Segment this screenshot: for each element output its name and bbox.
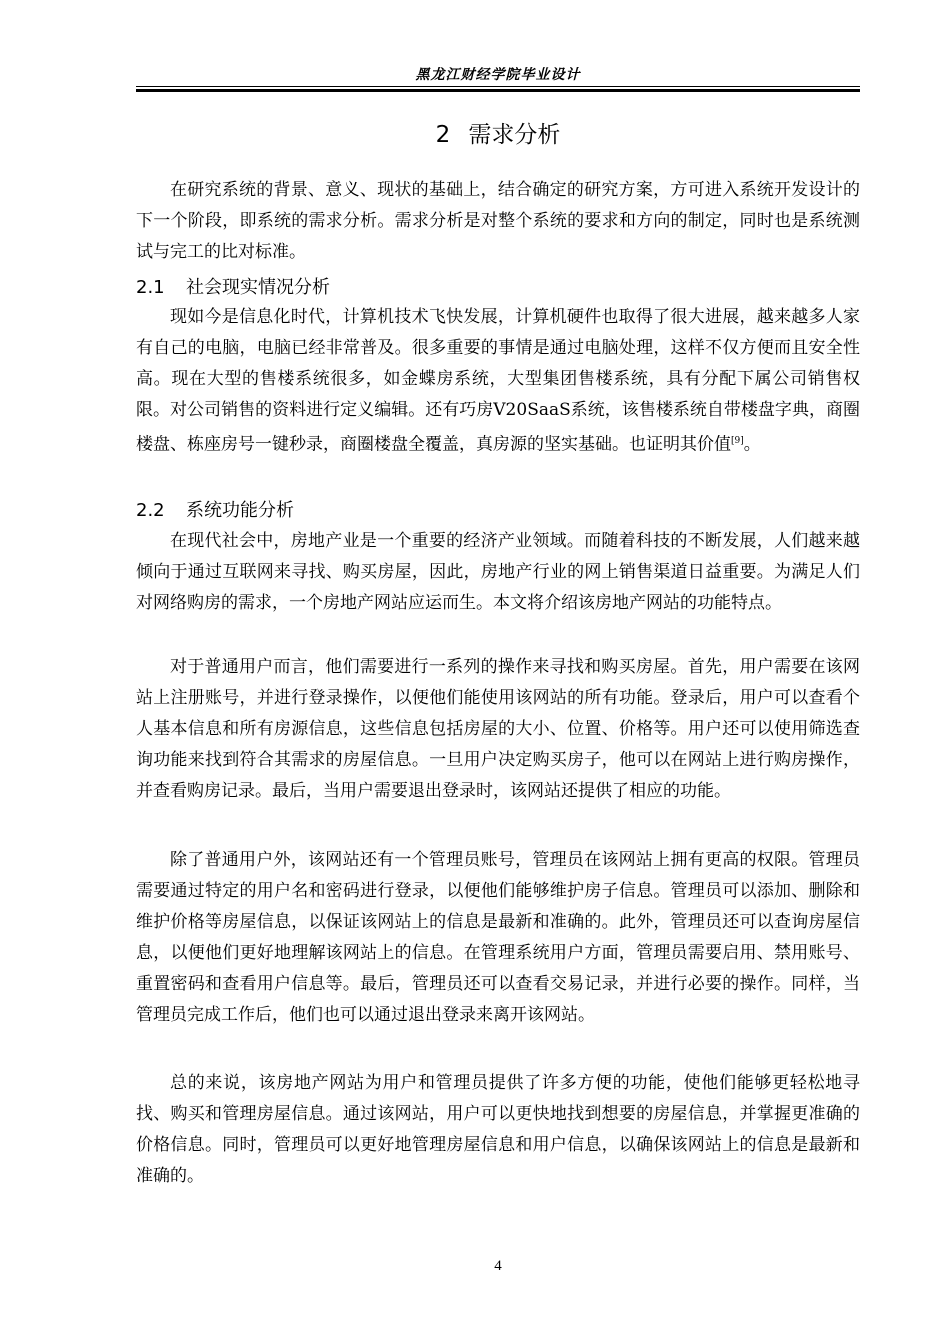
citation-marker: [9] — [731, 436, 744, 446]
section-2-2-paragraph-3: 除了普通用户外，该网站还有一个管理员账号，管理员在该网站上拥有更高的权限。管理员需要通过特定的用户名和密码进行登录，以便他们能够维护房子信息。管理员可以添加、删除和维护价格等房屋信息，以保证该网站上的信息是最新和准确的。此外，管理员还可以查询房屋信息，以便他们更好地理解该网站上的信息。在管理系统用户方面，管理员需要启用、禁用账号、重置密码和查看用户信息等。最后，管理员还可以查看交易记录，并进行必要的操作。同样，当管理员完成工作后，他们也可以通过退出登录来离开该网站。 — [136, 850, 860, 1025]
section-2-2-paragraph-4: 总的来说，该房地产网站为用户和管理员提供了许多方便的功能，使他们能够更轻松地寻找、购买和管理房屋信息。通过该网站，用户可以更快地找到想要的房屋信息，并掌握更准确的价格信息。同时，管理员可以更好地管理房屋信息和用户信息，以确保该网站上的信息是最新和准确的。 — [136, 1073, 860, 1186]
section-heading-2-1 — [136, 273, 860, 299]
section-title: 系统功能分析 — [186, 500, 294, 521]
section-heading-2-2 — [136, 496, 860, 522]
chapter-title — [136, 116, 860, 149]
running-header: 黑龙江财经学院毕业设计 — [415, 67, 581, 83]
header-rule-thick — [136, 89, 860, 92]
section-2-2-paragraph-1: 在现代社会中，房地产业是一个重要的经济产业领域。而随着科技的不断发展，人们越来越倾向于通过互联网来寻找、购买房屋，因此，房地产行业的网上销售渠道日益重要。为满足人们对网络购房的需求，一个房地产网站应运而生。本文将介绍该房地产网站的功能特点。 — [136, 531, 860, 613]
section-title: 社会现实情况分析 — [186, 277, 330, 298]
intro-paragraph: 在研究系统的背景、意义、现状的基础上，结合确定的研究方案，方可进入系统开发设计的下一个阶段，即系统的需求分析。需求分析是对整个系统的要求和方向的制定，同时也是系统测试与完工的比对标准。 — [136, 180, 860, 262]
header-rule-thin — [136, 86, 860, 87]
chapter-number: 2 — [435, 122, 451, 148]
section-number: 2.1 — [136, 277, 165, 298]
chapter-title-text: 需求分析 — [468, 122, 561, 148]
page-number: 4 — [494, 1258, 502, 1274]
section-number: 2.2 — [136, 500, 165, 521]
section-2-1-paragraph — [136, 302, 860, 461]
section-2-2-paragraph-2: 对于普通用户而言，他们需要进行一系列的操作来寻找和购买房屋。首先，用户需要在该网站上注册账号，并进行登录操作，以便他们能使用该网站的所有功能。登录后，用户可以查看个人基本信息和所有房源信息，这些信息包括房屋的大小、位置、价格等。用户还可以使用筛选查询功能来找到符合其需求的房屋信息。一旦用户决定购买房子，他可以在网站上进行购房操作，并查看购房记录。最后，当用户需要退出登录时，该网站还提供了相应的功能。 — [136, 657, 860, 801]
paragraph-text: 现如今是信息化时代，计算机技术飞快发展，计算机硬件也取得了很大进展，越来越多人家有自己的电脑，电脑已经非常普及。很多重要的事情是通过电脑处理，这样不仅方便而且安全性高。现在大型的售楼系统很多，如金蝶房系统，大型集团售楼系统，具有分配下属公司销售权限。对公司销售的资料进行定义编辑。还有巧房V20SaaS系统，该售楼系统自带楼盘字典，商圈楼盘、栋座房号一键秒录，商圈楼盘全覆盖，真房源的坚实基础。也证明其价值 — [136, 307, 860, 455]
paragraph-end: 。 — [743, 434, 761, 455]
